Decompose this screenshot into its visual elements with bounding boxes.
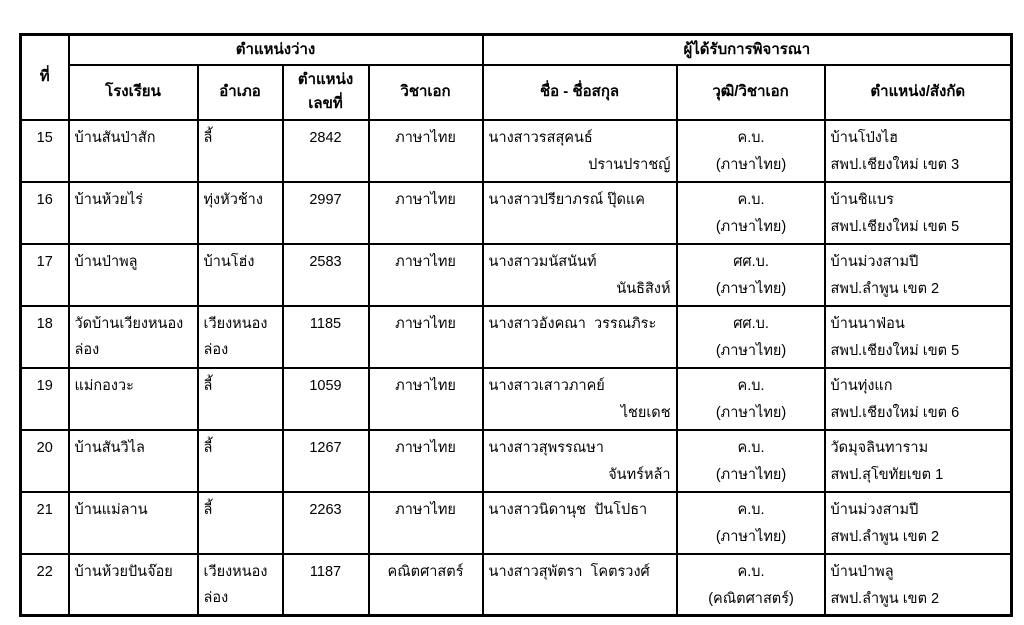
cell-no: 15 xyxy=(21,120,69,182)
cell-qualification-line2: (ภาษาไทย) xyxy=(715,156,787,173)
cell-name-line2: จันทร์หล้า xyxy=(608,466,671,483)
cell-qualification-line2: (ภาษาไทย) xyxy=(715,280,787,297)
cell-district: ลี้ xyxy=(198,120,283,182)
cell-school: บ้านแม่ลาน xyxy=(69,492,198,554)
cell-qualification-line2: (คณิตศาสตร์) xyxy=(708,590,794,607)
header-sub-row xyxy=(21,65,1012,120)
cell-district: ลี้ xyxy=(198,492,283,554)
header-considered-group: ผู้ได้รับการพิจารณา xyxy=(483,35,1012,65)
cell-school: แม่กองวะ xyxy=(69,368,198,430)
cell-affiliation-line1: บ้านโป่งไฮ xyxy=(830,129,899,146)
cell-affiliation-line2: สพป.ลำพูน เขต 2 xyxy=(830,590,940,607)
header-position-no-line1: ตำแหน่ง xyxy=(297,71,354,88)
cell-qualification-line2: (ภาษาไทย) xyxy=(715,466,787,483)
vacancy-table xyxy=(19,33,1013,617)
cell-name-line2 xyxy=(489,586,672,613)
cell-qualification xyxy=(677,120,825,182)
cell-name-line1: นางสาวอังคณา วรรณภิระ xyxy=(488,315,657,332)
cell-affiliation-line1: บ้านชิแบร xyxy=(830,191,894,208)
cell-name xyxy=(483,244,677,306)
header-school: โรงเรียน xyxy=(69,65,198,120)
cell-qualification-line1: ศศ.บ. xyxy=(733,315,769,332)
cell-qualification-line1: ค.บ. xyxy=(737,563,765,580)
cell-affiliation-line2: สพป.เชียงใหม่ เขต 5 xyxy=(830,218,960,235)
cell-major: ภาษาไทย xyxy=(369,368,483,430)
cell-qualification-line1: ค.บ. xyxy=(737,129,765,146)
header-district: อำเภอ xyxy=(198,65,283,120)
cell-qualification-line1: ค.บ. xyxy=(737,377,765,394)
cell-qualification xyxy=(677,306,825,368)
cell-school: บ้านสันป่าสัก xyxy=(69,120,198,182)
cell-qualification xyxy=(677,430,825,492)
cell-name-line2: นันธิสิงห์ xyxy=(616,280,671,297)
cell-position-no: 2583 xyxy=(283,244,369,306)
cell-affiliation-line2: สพป.ลำพูน เขต 2 xyxy=(830,528,940,545)
cell-qualification-line1: ศศ.บ. xyxy=(733,253,769,270)
header-group-row xyxy=(21,35,1012,65)
cell-affiliation-line1: วัดมุจลินทาราม xyxy=(830,439,929,456)
cell-no: 19 xyxy=(21,368,69,430)
cell-name-line1: นางสาวสุพรรณษา xyxy=(488,439,604,456)
header-qualification: วุฒิ/วิชาเอก xyxy=(677,65,825,120)
cell-district: ลี้ xyxy=(198,368,283,430)
cell-qualification-line2: (ภาษาไทย) xyxy=(715,342,787,359)
cell-name-line2: ไชยเดช xyxy=(620,404,671,421)
cell-district: บ้านโฮ่ง xyxy=(198,244,283,306)
cell-qualification-line1: ค.บ. xyxy=(737,439,765,456)
table-header xyxy=(21,35,1012,120)
cell-qualification xyxy=(677,554,825,616)
cell-name xyxy=(483,430,677,492)
cell-name xyxy=(483,554,677,616)
cell-name-line1: นางสาวรสสุคนธ์ xyxy=(488,129,593,146)
cell-district: เวียงหนองล่อง xyxy=(198,554,283,616)
cell-no: 20 xyxy=(21,430,69,492)
cell-major: ภาษาไทย xyxy=(369,430,483,492)
cell-affiliation-line2: สพป.เชียงใหม่ เขต 3 xyxy=(830,156,960,173)
header-vacant-group: ตำแหน่งว่าง xyxy=(69,35,483,65)
table-row xyxy=(21,430,1012,492)
cell-name-line2 xyxy=(489,214,672,241)
cell-affiliation xyxy=(825,492,1012,554)
cell-major: คณิตศาสตร์ xyxy=(369,554,483,616)
cell-affiliation-line1: บ้านทุ่งแก xyxy=(830,377,893,394)
cell-no: 21 xyxy=(21,492,69,554)
cell-qualification xyxy=(677,492,825,554)
cell-district: เวียงหนองล่อง xyxy=(198,306,283,368)
cell-school: บ้านสันวิไล xyxy=(69,430,198,492)
cell-affiliation-line2: สพป.เชียงใหม่ เขต 6 xyxy=(830,404,960,421)
cell-major: ภาษาไทย xyxy=(369,244,483,306)
cell-major: ภาษาไทย xyxy=(369,492,483,554)
cell-position-no: 2263 xyxy=(283,492,369,554)
cell-qualification-line2: (ภาษาไทย) xyxy=(715,528,787,545)
cell-name xyxy=(483,306,677,368)
table-row xyxy=(21,182,1012,244)
cell-affiliation-line1: บ้านม่วงสามปี xyxy=(830,253,919,270)
cell-qualification-line1: ค.บ. xyxy=(737,501,765,518)
cell-affiliation xyxy=(825,182,1012,244)
table-row xyxy=(21,120,1012,182)
cell-qualification-line2: (ภาษาไทย) xyxy=(715,404,787,421)
table-body xyxy=(21,120,1012,616)
cell-affiliation xyxy=(825,306,1012,368)
cell-name xyxy=(483,492,677,554)
cell-major: ภาษาไทย xyxy=(369,182,483,244)
header-position-no xyxy=(283,65,369,120)
cell-no: 18 xyxy=(21,306,69,368)
cell-position-no: 1059 xyxy=(283,368,369,430)
cell-qualification xyxy=(677,244,825,306)
cell-qualification xyxy=(677,368,825,430)
cell-name-line2 xyxy=(489,338,672,365)
header-major: วิชาเอก xyxy=(369,65,483,120)
cell-no: 22 xyxy=(21,554,69,616)
cell-name xyxy=(483,182,677,244)
cell-major: ภาษาไทย xyxy=(369,120,483,182)
cell-name-line2 xyxy=(489,524,672,551)
cell-affiliation xyxy=(825,244,1012,306)
cell-affiliation-line1: บ้านม่วงสามปี xyxy=(830,501,919,518)
cell-school: บ้านห้วยไร่ xyxy=(69,182,198,244)
table-row xyxy=(21,244,1012,306)
cell-name xyxy=(483,120,677,182)
cell-qualification-line2: (ภาษาไทย) xyxy=(715,218,787,235)
cell-name-line1: นางสาวเสาวภาคย์ xyxy=(488,377,605,394)
cell-affiliation xyxy=(825,430,1012,492)
cell-district: ลี้ xyxy=(198,430,283,492)
table-row xyxy=(21,492,1012,554)
header-name: ชื่อ - ชื่อสกุล xyxy=(483,65,677,120)
cell-affiliation-line2: สพป.ลำพูน เขต 2 xyxy=(830,280,940,297)
cell-affiliation xyxy=(825,120,1012,182)
cell-position-no: 1187 xyxy=(283,554,369,616)
cell-name xyxy=(483,368,677,430)
header-position-no-line2: เลขที่ xyxy=(308,95,343,112)
cell-name-line2: ปรานปราชญ์ xyxy=(588,156,671,173)
header-position-affiliation: ตำแหน่ง/สังกัด xyxy=(825,65,1012,120)
cell-no: 17 xyxy=(21,244,69,306)
cell-position-no: 1185 xyxy=(283,306,369,368)
cell-qualification xyxy=(677,182,825,244)
table-row xyxy=(21,368,1012,430)
cell-major: ภาษาไทย xyxy=(369,306,483,368)
cell-name-line1: นางสาวสุพัตรา โคตรวงศ์ xyxy=(488,563,650,580)
cell-school: วัดบ้านเวียงหนองล่อง xyxy=(69,306,198,368)
cell-name-line1: นางสาวมนัสนันท์ xyxy=(488,253,597,270)
cell-name-line1: นางสาวปรียาภรณ์ ปุ๊ดแค xyxy=(488,191,645,208)
cell-school: บ้านป่าพลู xyxy=(69,244,198,306)
cell-no: 16 xyxy=(21,182,69,244)
cell-name-line1: นางสาวนิดานุช ปันโปธา xyxy=(488,501,648,518)
cell-affiliation xyxy=(825,368,1012,430)
cell-affiliation-line1: บ้านนาฟ่อน xyxy=(830,315,905,332)
cell-position-no: 1267 xyxy=(283,430,369,492)
table-row xyxy=(21,306,1012,368)
cell-position-no: 2842 xyxy=(283,120,369,182)
cell-affiliation-line1: บ้านป่าพลู xyxy=(830,563,894,580)
cell-school: บ้านห้วยปันจ๊อย xyxy=(69,554,198,616)
cell-affiliation xyxy=(825,554,1012,616)
cell-qualification-line1: ค.บ. xyxy=(737,191,765,208)
cell-affiliation-line2: สพป.สุโขทัยเขต 1 xyxy=(830,466,944,483)
cell-district: ทุ่งหัวช้าง xyxy=(198,182,283,244)
cell-affiliation-line2: สพป.เชียงใหม่ เขต 5 xyxy=(830,342,960,359)
header-no: ที่ xyxy=(21,35,69,120)
table-row xyxy=(21,554,1012,616)
cell-position-no: 2997 xyxy=(283,182,369,244)
